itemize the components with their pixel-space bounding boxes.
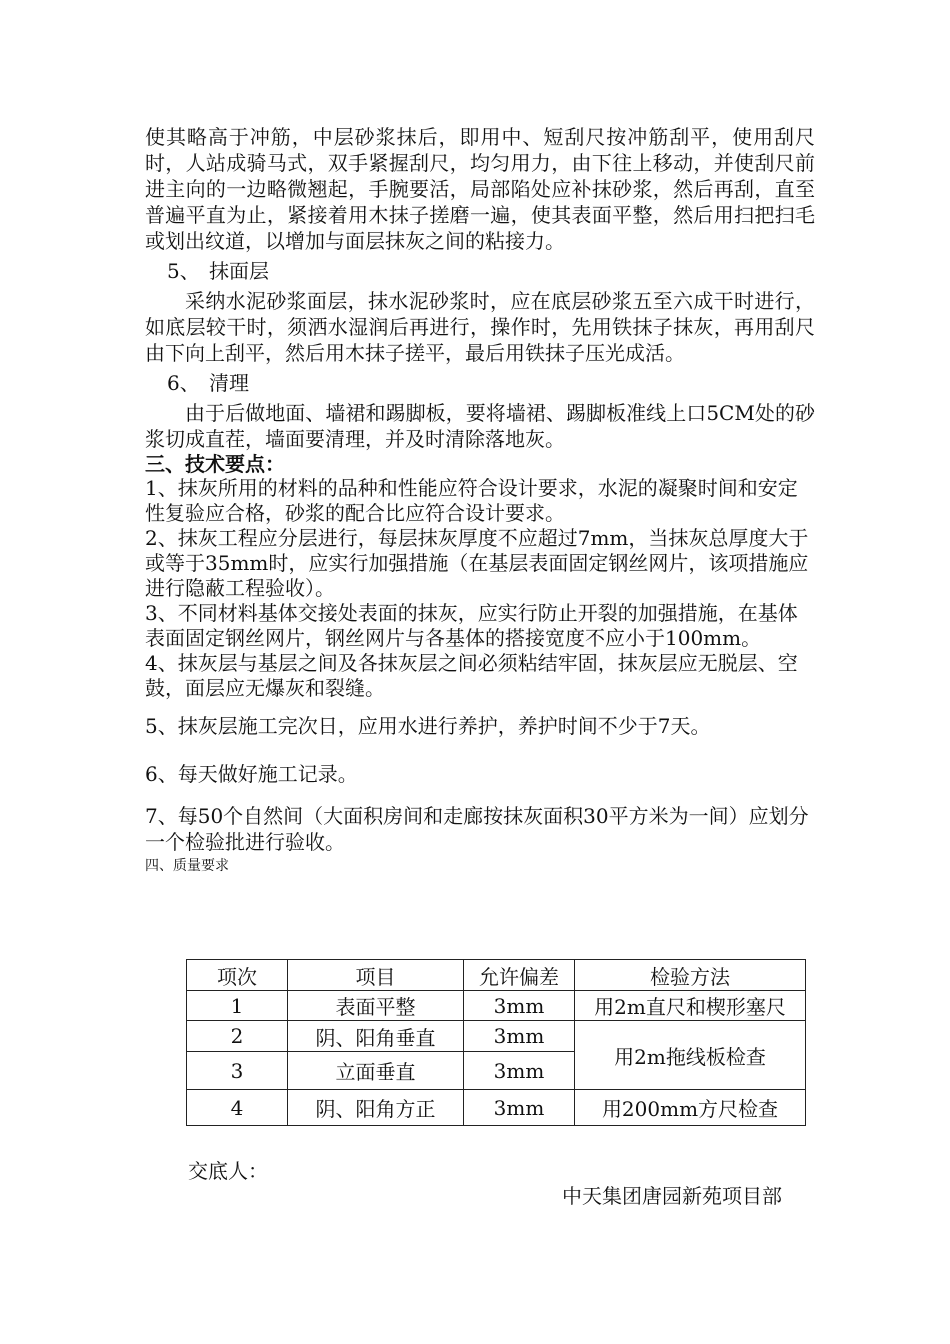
cell-tolerance: 3mm (464, 1090, 575, 1126)
cell-tolerance: 3mm (464, 991, 575, 1021)
tech-point-2: 2、抹灰工程应分层进行，每层抹灰厚度不应超过7mm，当抹灰总厚度大于或等于35mm时，应实行加强措施（在基层表面固定钢丝网片，该项措施应进行隐蔽工程验收）。 (145, 526, 809, 600)
section-tech-points-heading: 三、技术要点： (145, 452, 285, 476)
step-5-heading (167, 258, 815, 284)
step-5-number: 5、 (167, 259, 200, 283)
paragraph-surface-layer: 采纳水泥砂浆面层，抹水泥砂浆时，应在底层砂浆五至六成干时进行，如底层较干时，须洒水湿润后再进行，操作时，先用铁抹子抹灰，再用刮尺由下向上刮平，然后用木抹子搓平，最后用铁抹子压光成活。 (145, 289, 815, 365)
cell-item: 立面垂直 (288, 1052, 464, 1090)
cell-method-merged: 用2m拖线板检查 (575, 1021, 806, 1090)
header-tolerance: 允许偏差 (464, 960, 575, 991)
cell-no: 3 (187, 1052, 288, 1090)
section-quality-heading: 四、质量要求 (145, 858, 229, 874)
tech-point-5: 5、抹灰层施工完次日，应用水进行养护，养护时间不少于7天。 (145, 714, 711, 738)
header-item-no: 项次 (187, 960, 288, 991)
cell-no: 2 (187, 1021, 288, 1052)
cell-method: 用200mm方尺检查 (575, 1090, 806, 1126)
organization-name: 中天集团唐园新苑项目部 (562, 1184, 782, 1208)
cell-item: 阴、阳角方正 (288, 1090, 464, 1126)
tech-point-1: 1、抹灰所用的材料的品种和性能应符合设计要求，水泥的凝聚时间和安定性复验应合格，砂浆的配合比应符合设计要求。 (145, 476, 798, 525)
step-6-title: 清理 (209, 371, 249, 395)
table-row (187, 1021, 806, 1052)
step-6-number: 6、 (167, 371, 200, 395)
paragraph-plastering-middle-layer: 使其略高于冲筋，中层砂浆抹后，即用中、短刮尺按冲筋刮平，使用刮尺时，人站成骑马式，双手紧握刮尺，均匀用力，由下往上移动，并使刮尺前进主向的一边略微翘起，手腕要活，局部陷处应补抹砂浆，然后再刮，直至普遍平直为止，紧接着用木抹子搓磨一遍，使其表面平整，然后用扫把扫毛或划出纹道，以增加与面层抹灰之间的粘接力。 (145, 125, 815, 253)
cell-no: 4 (187, 1090, 288, 1126)
cell-no: 1 (187, 991, 288, 1021)
cell-tolerance: 3mm (464, 1021, 575, 1052)
step-5-title: 抹面层 (209, 259, 269, 283)
document-body (145, 124, 815, 875)
paragraph-cleanup: 由于后做地面、墙裙和踢脚板，要将墙裙、踢脚板准线上口5CM处的砂浆切成直茬，墙面要清理，并及时清除落地灰。 (145, 401, 815, 451)
cell-tolerance: 3mm (464, 1052, 575, 1090)
signer-label: 交底人： (188, 1159, 268, 1183)
tech-point-7: 7、每50个自然间（大面积房间和走廊按抹灰面积30平方米为一间）应划分一个检验批进行验收。 (145, 804, 809, 854)
header-method: 检验方法 (575, 960, 806, 991)
header-item: 项目 (288, 960, 464, 991)
quality-requirements-table (186, 959, 806, 1126)
cell-method: 用2m直尺和楔形塞尺 (575, 991, 806, 1021)
table-row (187, 991, 806, 1021)
tech-point-4: 4、抹灰层与基层之间及各抹灰层之间必须粘结牢固，抹灰层应无脱层、空鼓，面层应无爆灰和裂缝。 (145, 651, 798, 700)
cell-item: 阴、阳角垂直 (288, 1021, 464, 1052)
tech-point-6: 6、每天做好施工记录。 (145, 762, 358, 786)
table-header-row (187, 960, 806, 991)
cell-item: 表面平整 (288, 991, 464, 1021)
tech-point-3: 3、不同材料基体交接处表面的抹灰，应实行防止开裂的加强措施，在基体表面固定钢丝网片，钢丝网片与各基体的搭接宽度不应小于100mm。 (145, 601, 798, 650)
table-row (187, 1090, 806, 1126)
step-6-heading (167, 370, 815, 396)
